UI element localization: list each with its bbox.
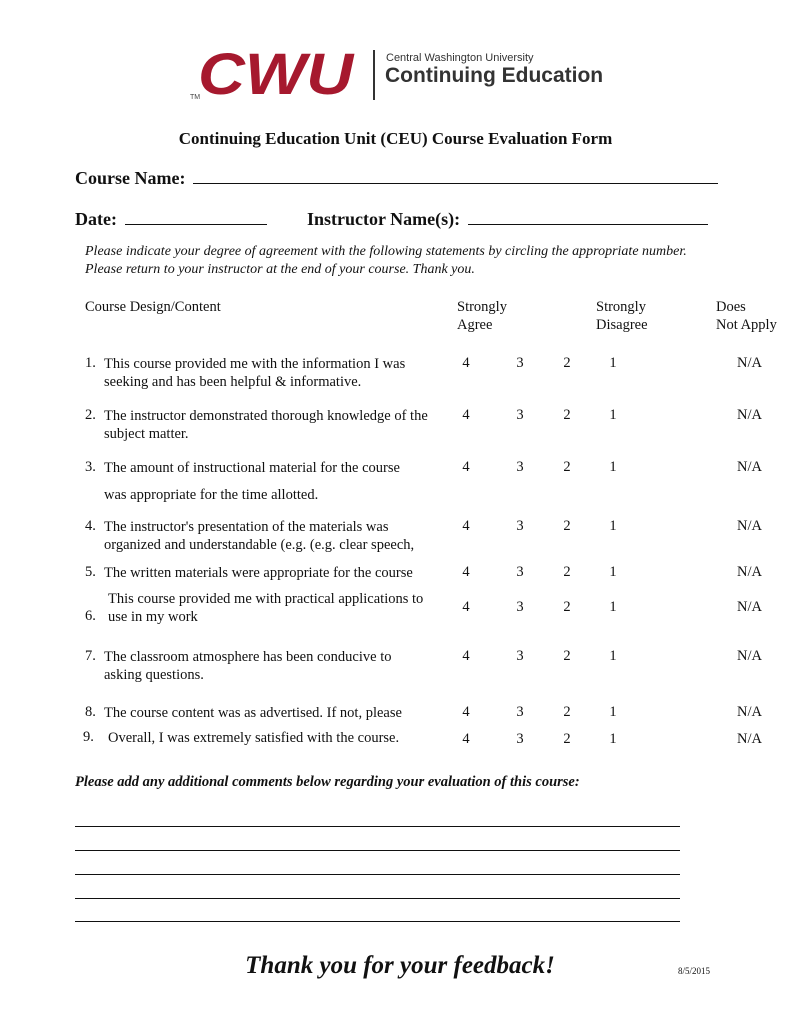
rating-option-na[interactable]: N/A bbox=[737, 355, 762, 371]
col-header-line: Does bbox=[716, 299, 746, 315]
rating-option-3[interactable]: 3 bbox=[516, 731, 524, 747]
rating-option-4[interactable]: 4 bbox=[462, 599, 470, 615]
rating-option-2[interactable]: 2 bbox=[563, 518, 571, 534]
rating-option-4[interactable]: 4 bbox=[462, 648, 470, 664]
rating-option-2[interactable]: 2 bbox=[563, 355, 571, 371]
rating-option-3[interactable]: 3 bbox=[516, 599, 524, 615]
comment-line[interactable] bbox=[75, 850, 680, 851]
col-header-line: Agree bbox=[457, 317, 493, 333]
rating-option-2[interactable]: 2 bbox=[563, 731, 571, 747]
col-header-line: Disagree bbox=[596, 317, 648, 333]
question-text: Overall, I was extremely satisfied with the course. bbox=[108, 730, 400, 746]
rating-option-3[interactable]: 3 bbox=[516, 407, 524, 423]
rating-option-3[interactable]: 3 bbox=[516, 355, 524, 371]
question-text: The classroom atmosphere has been conducive to bbox=[104, 649, 392, 665]
question-number: 8. bbox=[85, 704, 96, 720]
comments-prompt: Please add any additional comments below regarding your evaluation of this course: bbox=[75, 774, 580, 790]
rating-option-4[interactable]: 4 bbox=[462, 731, 470, 747]
question-number: 1. bbox=[85, 355, 96, 371]
rating-option-na[interactable]: N/A bbox=[737, 648, 762, 664]
question-number: 9. bbox=[83, 729, 94, 745]
rating-option-1[interactable]: 1 bbox=[609, 518, 617, 534]
date-label: Date: bbox=[75, 209, 117, 229]
rating-option-2[interactable]: 2 bbox=[563, 407, 571, 423]
question-text: The amount of instructional material for the course bbox=[104, 460, 400, 476]
col-header-line: Strongly bbox=[596, 299, 646, 315]
thank-you-message: Thank you for your feedback! bbox=[245, 952, 555, 979]
rating-option-2[interactable]: 2 bbox=[563, 459, 571, 475]
logo-mark: CWU bbox=[198, 42, 354, 107]
question-text: This course provided me with practical applications to bbox=[108, 591, 424, 607]
rating-option-na[interactable]: N/A bbox=[737, 407, 762, 423]
question-text: The course content was as advertised. If not, please bbox=[104, 705, 402, 721]
rating-option-1[interactable]: 1 bbox=[609, 407, 617, 423]
rating-option-4[interactable]: 4 bbox=[462, 355, 470, 371]
comment-line[interactable] bbox=[75, 826, 680, 827]
rating-option-na[interactable]: N/A bbox=[737, 731, 762, 747]
question-number: 7. bbox=[85, 648, 96, 664]
rating-option-4[interactable]: 4 bbox=[462, 564, 470, 580]
logo-divider bbox=[373, 50, 375, 100]
rating-option-na[interactable]: N/A bbox=[737, 564, 762, 580]
rating-option-na[interactable]: N/A bbox=[737, 599, 762, 615]
col-header-strongly-agree bbox=[457, 298, 507, 334]
rating-option-1[interactable]: 1 bbox=[609, 459, 617, 475]
question-number: 3. bbox=[85, 459, 96, 475]
col-header-does-not-apply bbox=[716, 298, 777, 334]
question-number: 5. bbox=[85, 564, 96, 580]
rating-option-1[interactable]: 1 bbox=[609, 731, 617, 747]
form-title: Continuing Education Unit (CEU) Course Evaluation Form bbox=[178, 129, 613, 148]
instructor-field[interactable] bbox=[468, 208, 708, 225]
rating-option-1[interactable]: 1 bbox=[609, 704, 617, 720]
rating-option-4[interactable]: 4 bbox=[462, 407, 470, 423]
question-text: organized and understandable (e.g. (e.g. clear speech, bbox=[104, 537, 415, 553]
rating-option-1[interactable]: 1 bbox=[609, 599, 617, 615]
rating-option-1[interactable]: 1 bbox=[609, 564, 617, 580]
rating-option-1[interactable]: 1 bbox=[609, 648, 617, 664]
question-text: The instructor's presentation of the materials was bbox=[104, 519, 389, 535]
logo-trademark: TM bbox=[190, 94, 201, 101]
rating-option-2[interactable]: 2 bbox=[563, 599, 571, 615]
rating-option-4[interactable]: 4 bbox=[462, 704, 470, 720]
question-text: The instructor demonstrated thorough knowledge of the bbox=[104, 408, 428, 424]
instructor-row bbox=[307, 208, 708, 230]
rating-option-4[interactable]: 4 bbox=[462, 459, 470, 475]
rating-option-3[interactable]: 3 bbox=[516, 518, 524, 534]
rating-option-3[interactable]: 3 bbox=[516, 459, 524, 475]
rating-option-3[interactable]: 3 bbox=[516, 704, 524, 720]
comment-line[interactable] bbox=[75, 921, 680, 922]
question-text: use in my work bbox=[108, 609, 198, 625]
rating-option-na[interactable]: N/A bbox=[737, 459, 762, 475]
question-number: 4. bbox=[85, 518, 96, 534]
instructions: Please indicate your degree of agreement with the following statements by circling the appropriate number. Please return to your instructor at the end of your course. Thank you. bbox=[85, 244, 687, 277]
rating-option-2[interactable]: 2 bbox=[563, 564, 571, 580]
question-text: asking questions. bbox=[104, 667, 204, 683]
rating-option-4[interactable]: 4 bbox=[462, 518, 470, 534]
date-field[interactable] bbox=[125, 208, 267, 225]
comment-line[interactable] bbox=[75, 874, 680, 875]
rating-option-1[interactable]: 1 bbox=[609, 355, 617, 371]
question-text: The written materials were appropriate for the course bbox=[104, 565, 413, 581]
rating-option-3[interactable]: 3 bbox=[516, 648, 524, 664]
rating-option-2[interactable]: 2 bbox=[563, 704, 571, 720]
section-header: Course Design/Content bbox=[85, 299, 221, 315]
logo-university-name: Central Washington University bbox=[386, 52, 534, 64]
question-text: subject matter. bbox=[104, 426, 189, 442]
col-header-line: Strongly bbox=[457, 299, 507, 315]
question-text: was appropriate for the time allotted. bbox=[104, 487, 319, 503]
course-name-label: Course Name: bbox=[75, 168, 186, 188]
logo-department-name: Continuing Education bbox=[385, 64, 604, 87]
question-number: 6. bbox=[85, 608, 96, 624]
rating-option-2[interactable]: 2 bbox=[563, 648, 571, 664]
col-header-line: Not Apply bbox=[716, 317, 777, 333]
rating-option-3[interactable]: 3 bbox=[516, 564, 524, 580]
rating-option-na[interactable]: N/A bbox=[737, 704, 762, 720]
cwu-logo bbox=[190, 42, 610, 107]
course-name-row bbox=[75, 167, 718, 189]
rating-option-na[interactable]: N/A bbox=[737, 518, 762, 534]
question-text: This course provided me with the information I was bbox=[104, 356, 406, 372]
col-header-strongly-disagree bbox=[596, 298, 648, 334]
question-text: seeking and has been helpful & informative. bbox=[104, 374, 362, 390]
revision-date: 8/5/2015 bbox=[678, 966, 711, 976]
question-number: 2. bbox=[85, 407, 96, 423]
date-row bbox=[75, 208, 267, 230]
comment-line[interactable] bbox=[75, 898, 680, 899]
instructor-label: Instructor Name(s): bbox=[307, 209, 461, 229]
course-name-field[interactable] bbox=[193, 167, 718, 184]
